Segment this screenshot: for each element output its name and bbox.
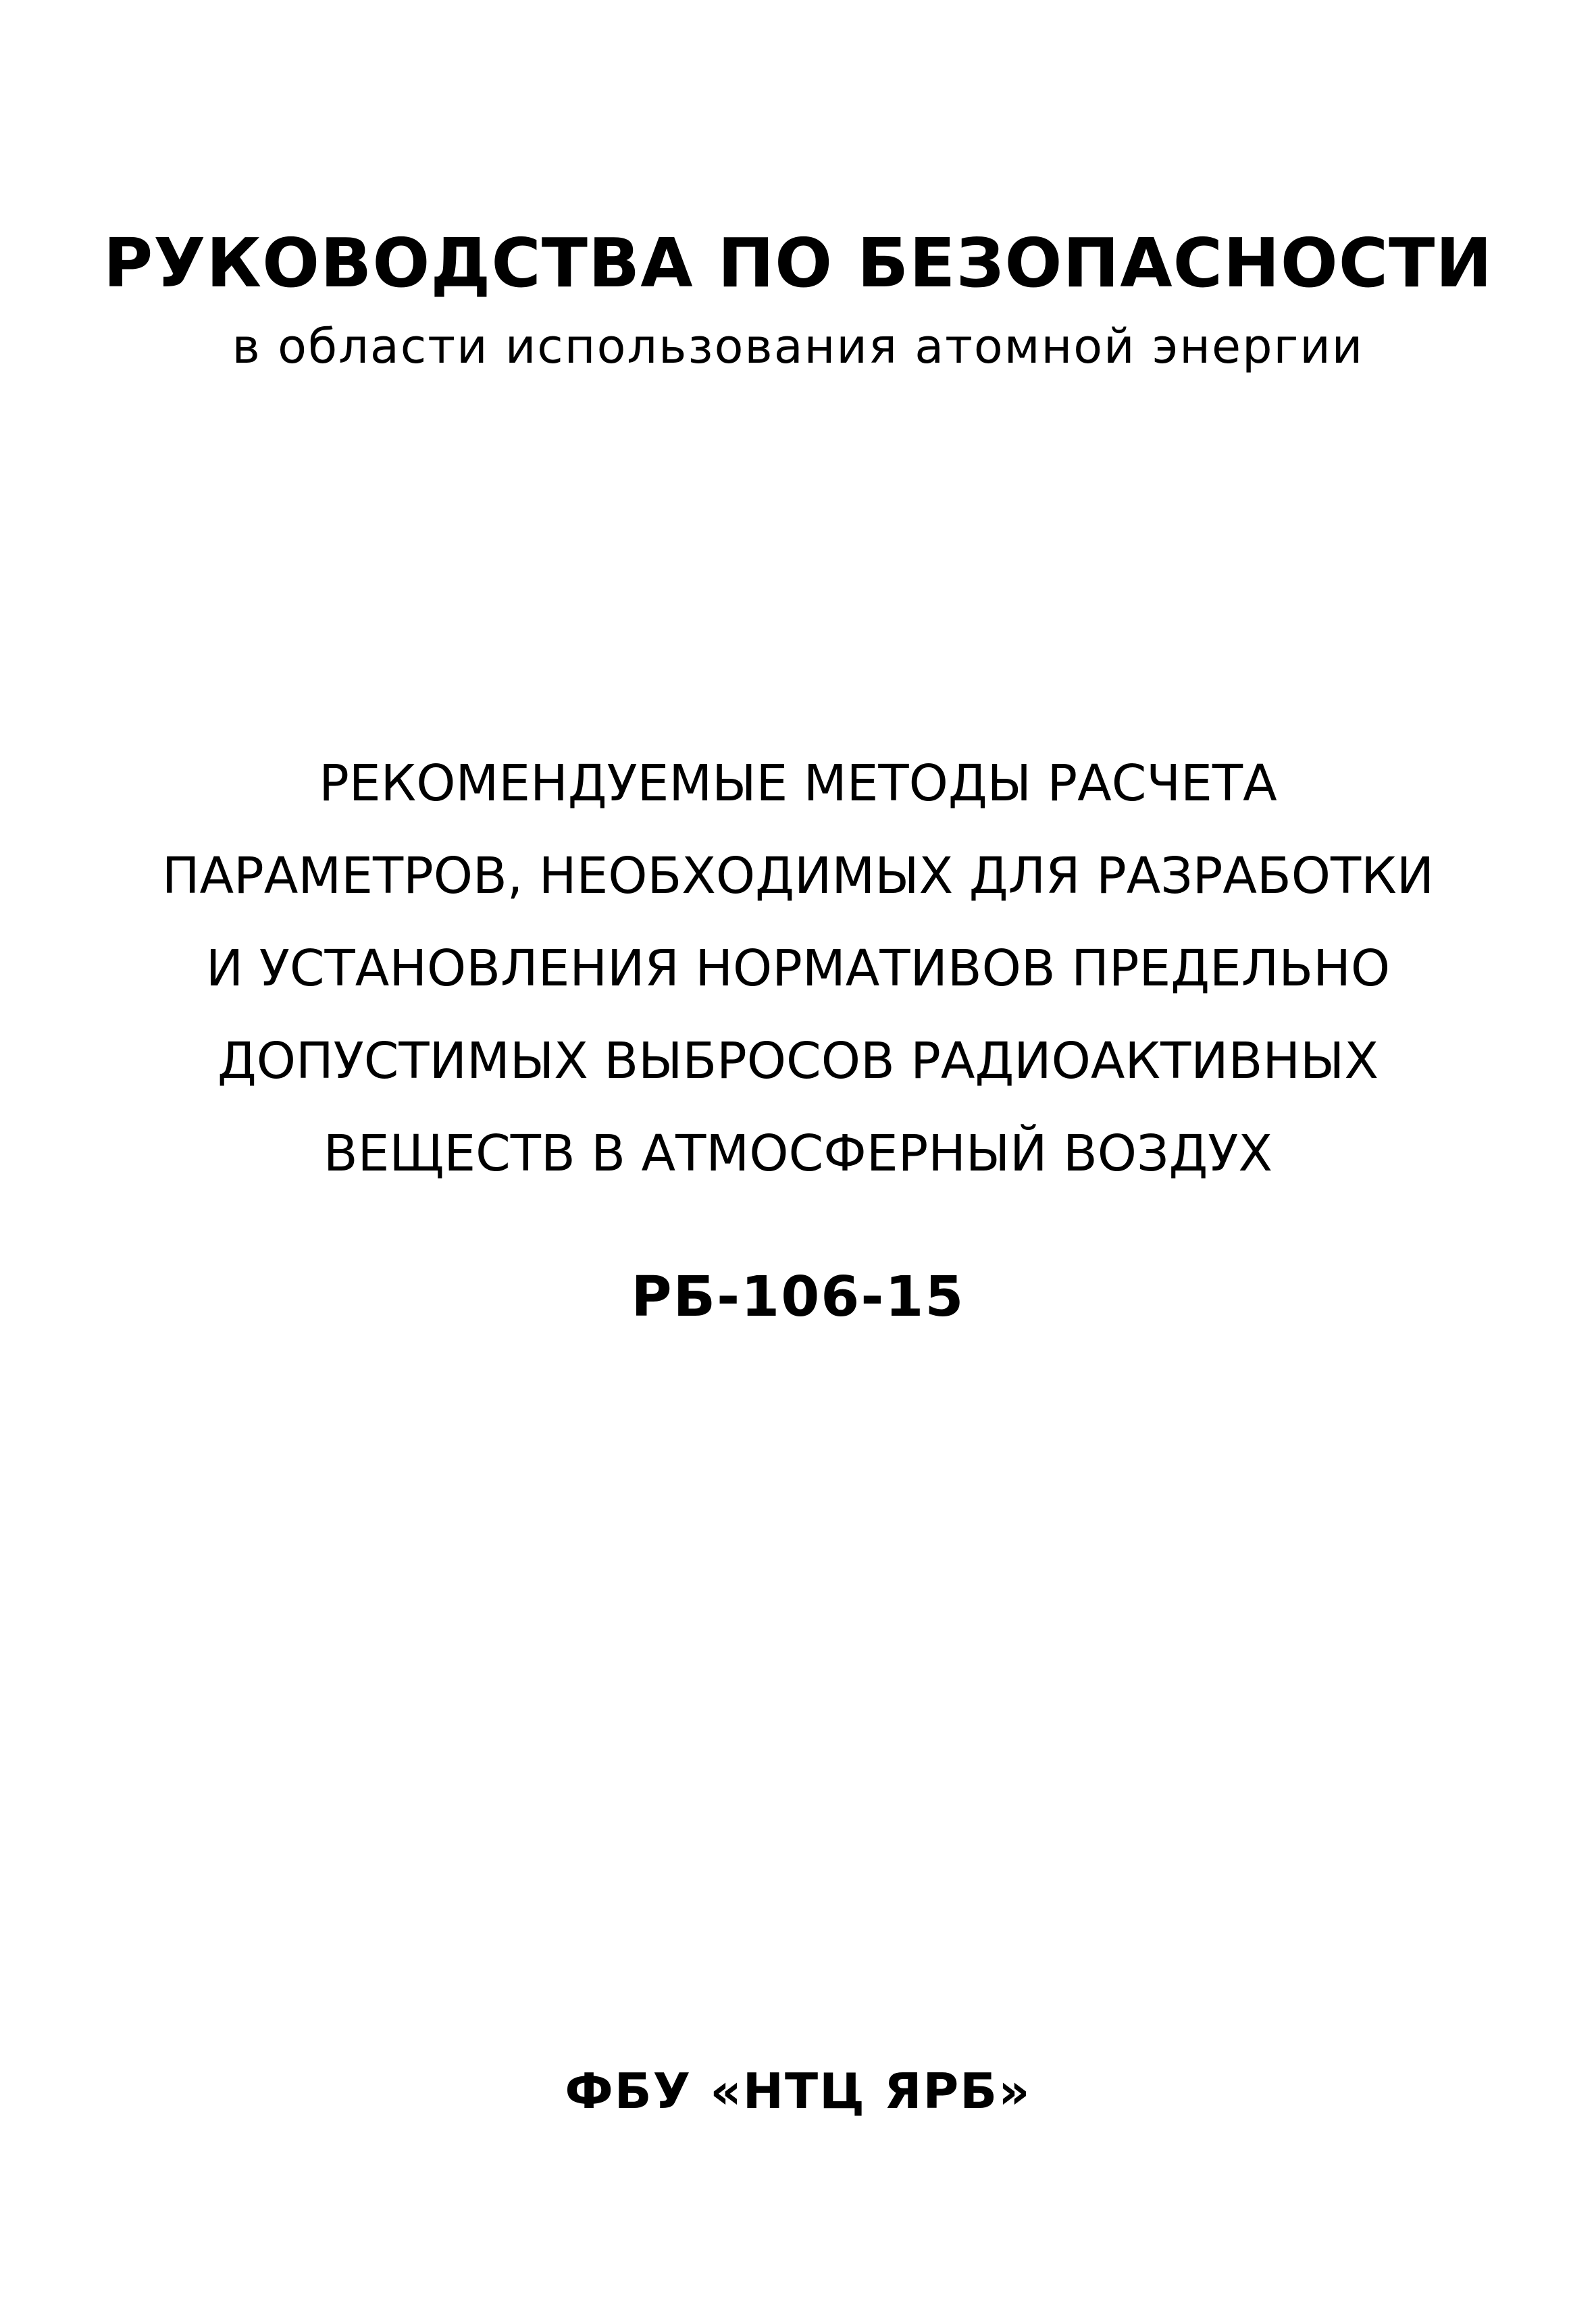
document-title [0,738,1596,1200]
document-title-line-5: ВЕЩЕСТВ В АТМОСФЕРНЫЙ ВОЗДУХ [323,1125,1273,1183]
document-title-line-2: ПАРАМЕТРОВ, НЕОБХОДИМЫХ ДЛЯ РАЗРАБОТКИ [161,847,1435,905]
document-code: РБ-106-15 [631,1265,965,1329]
series-subtitle: в области использования атомной энергии [232,319,1364,374]
document-title-line-1: РЕКОМЕНДУЕМЫЕ МЕТОДЫ РАСЧЕТА [319,754,1277,813]
series-title: РУКОВОДСТВА ПО БЕЗОПАСНОСТИ [103,224,1493,303]
publisher-name: ФБУ «НТЦ ЯРБ» [565,2063,1031,2119]
document-title-line-4: ДОПУСТИМЫХ ВЫБРОСОВ РАДИОАКТИВНЫХ [217,1032,1379,1090]
document-title-line-3: И УСТАНОВЛЕНИЯ НОРМАТИВОВ ПРЕДЕЛЬНО [205,940,1391,998]
